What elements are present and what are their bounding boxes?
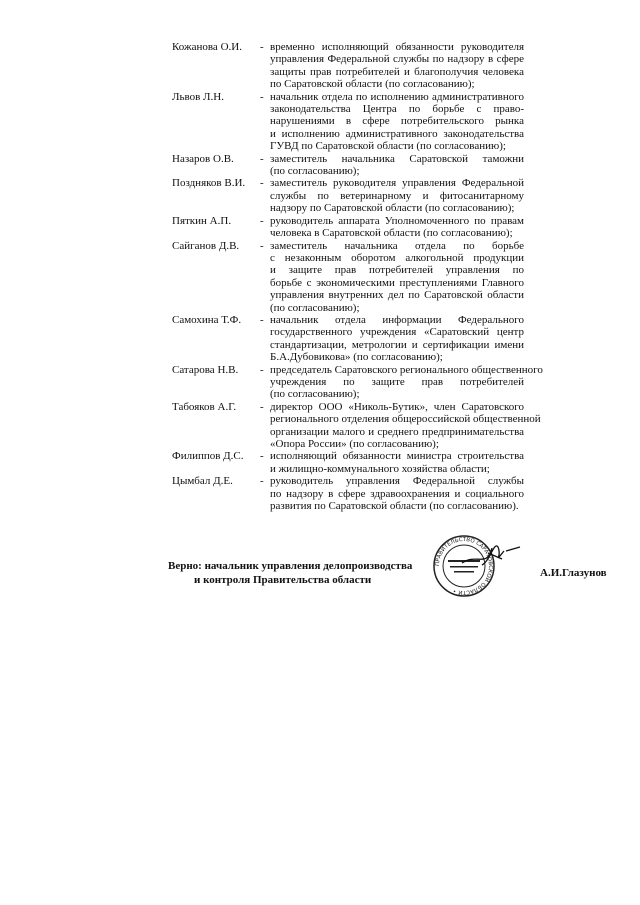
dash-separator: - <box>260 214 264 227</box>
position-line: руководитель управления Федеральной службы <box>270 475 524 488</box>
position-line: временно исполняющий обязанности руководителя <box>270 41 524 53</box>
dash-separator: - <box>260 475 264 488</box>
position-line: (по согласованию); <box>270 388 360 401</box>
position-line: стандартизации, метрологии и сертификации имени <box>270 338 524 351</box>
position-line: государственного учреждения «Саратовский центр <box>270 326 524 339</box>
member-entry <box>172 450 524 475</box>
position-line: начальник отдела информации Федерального <box>270 313 524 326</box>
dash-separator: - <box>260 363 264 376</box>
position-line: организации малого и среднего предпринимательства <box>270 425 524 438</box>
position-line: руководитель аппарата Уполномоченного по правам <box>270 214 524 227</box>
position-line: заместитель руководителя управления Федеральной <box>270 177 524 190</box>
position-line: учреждения по защите прав потребителей <box>270 375 524 388</box>
member-entry <box>172 215 524 240</box>
dash-separator: - <box>260 239 264 252</box>
member-position <box>270 153 524 178</box>
member-position <box>270 314 524 364</box>
member-name: Сатарова Н.В. <box>172 363 239 376</box>
member-name: Назаров О.В. <box>172 152 234 165</box>
member-entry <box>172 400 541 451</box>
position-line: человека в Саратовской области (по согласованию); <box>270 227 513 240</box>
signer-name: А.И.Глазунов <box>540 567 607 579</box>
member-position <box>270 41 524 91</box>
member-name: Филиппов Д.С. <box>172 450 244 463</box>
certification-line-1: Верно: начальник управления делопроизводства <box>168 560 413 572</box>
position-line: (по согласованию); <box>270 301 360 314</box>
dash-separator: - <box>260 41 264 53</box>
position-line: (по согласованию); <box>270 165 360 178</box>
member-name: Кожанова О.И. <box>172 41 242 53</box>
position-line: и исполнению административного законодательства <box>270 127 524 140</box>
member-entry <box>172 363 543 401</box>
member-entry <box>172 240 524 314</box>
position-line: управления внутренних дел по Саратовской области <box>270 289 524 302</box>
position-line: заместитель начальника Саратовской таможни <box>270 152 524 165</box>
member-position <box>270 177 524 214</box>
member-name: Цымбал Д.Е. <box>172 475 233 488</box>
member-entry <box>172 475 524 512</box>
member-position <box>270 450 524 475</box>
position-line: по надзору в сфере здравоохранения и социального <box>270 487 524 500</box>
member-entry <box>172 314 524 364</box>
dash-separator: - <box>260 90 264 103</box>
position-line: начальник отдела по исполнению административного <box>270 90 524 103</box>
member-position <box>270 475 524 512</box>
certification-line-2: и контроля Правительства области <box>194 574 372 586</box>
member-position <box>270 215 524 240</box>
members-list <box>172 41 543 513</box>
member-name: Львов Л.Н. <box>172 90 224 103</box>
member-name: Самохина Т.Ф. <box>172 313 242 326</box>
position-line: развития по Саратовской области (по согласованию). <box>270 500 519 513</box>
position-line: нарушениями в сфере потребительского рынка <box>270 115 524 128</box>
dash-separator: - <box>260 313 264 326</box>
member-position <box>270 91 524 153</box>
position-line: заместитель начальника отдела по борьбе <box>270 239 524 252</box>
member-entry <box>172 177 524 214</box>
member-name: Поздняков В.И. <box>172 177 246 190</box>
position-line: «Опора России» (по согласованию); <box>270 438 439 450</box>
position-line: надзору по Саратовской области (по согласованию); <box>270 202 515 215</box>
member-entry <box>172 153 524 178</box>
member-position <box>270 363 543 401</box>
member-position <box>270 240 524 314</box>
position-line: Б.А.Дубовикова» (по согласованию); <box>270 351 443 364</box>
position-line: директор ООО «Николь-Бутик», член Саратовского <box>270 400 524 413</box>
position-line: регионального отделения общероссийской общественной <box>270 413 541 426</box>
member-name: Сайганов Д.В. <box>172 239 240 252</box>
member-position <box>270 400 541 451</box>
position-line: защиты прав потребителей и благополучия человека <box>270 65 524 78</box>
position-line: управления Федеральной службы по надзору в сфере <box>270 53 524 66</box>
dash-separator: - <box>260 152 264 165</box>
dash-separator: - <box>260 177 264 190</box>
member-entry <box>172 91 524 153</box>
stamp-lettering: ПРАВИТЕЛЬСТВО САРАТОВСКОЙ ОБЛАСТИ • <box>434 536 494 596</box>
official-stamp-and-signature <box>432 533 538 599</box>
member-name: Пяткин А.П. <box>172 214 232 227</box>
member-name: Табояков А.Г. <box>172 400 237 413</box>
position-line: исполняющий обязанности министра строительства <box>270 450 524 463</box>
position-line: председатель Саратовского регионального общественного <box>270 363 543 376</box>
position-line: и защите прав потребителей управления по <box>270 264 524 277</box>
position-line: законодательства Центра по борьбе с право- <box>270 103 524 116</box>
position-line: по Саратовской области (по согласованию); <box>270 78 475 91</box>
position-line: борьбе с экономическими преступлениями Главного <box>270 276 524 289</box>
dash-separator: - <box>260 450 264 463</box>
position-line: ГУВД по Саратовской области (по согласованию); <box>270 140 506 153</box>
member-entry <box>172 41 524 91</box>
position-line: службы по ветеринарному и фитосанитарному <box>270 189 524 202</box>
position-line: и жилищно-коммунального хозяйства области; <box>270 462 490 475</box>
dash-separator: - <box>260 400 264 413</box>
position-line: с незаконным оборотом алкогольной продукции <box>270 251 524 264</box>
